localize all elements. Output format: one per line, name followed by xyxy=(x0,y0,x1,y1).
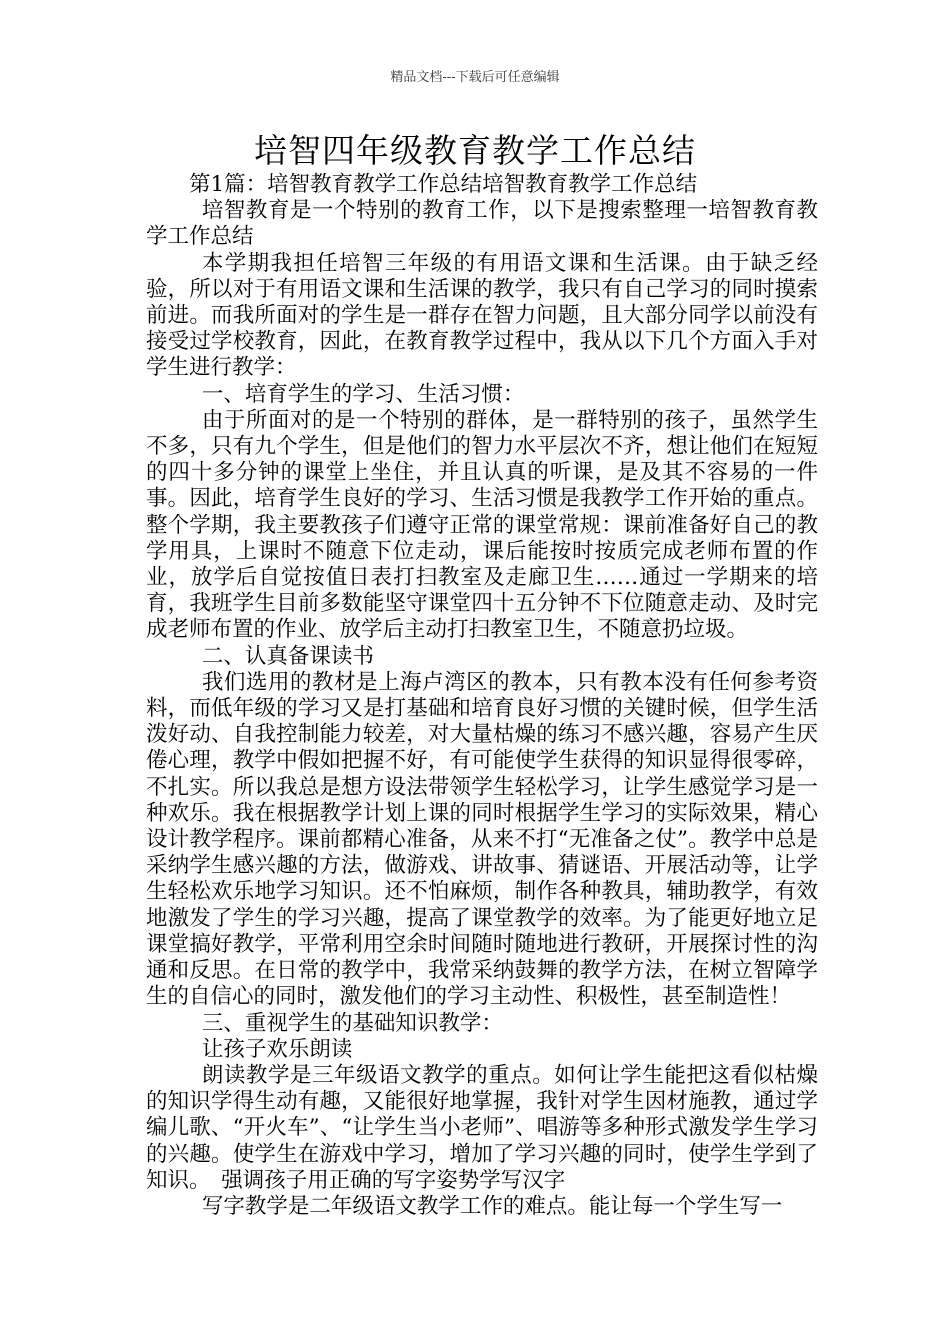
paragraph: 由于所面对的是一个特别的群体，是一群特别的孩子，虽然学生不多，只有九个学生，但是他们的智力水平层次不齐，想让他们在短短的四十多分钟的课堂上坐住，并且认真的听课，是及其不容易的一件事。因此，培育学生良好的学习、生活习惯是我教学工作开始的重点。整个学期，我主要教孩子们遵守正常的课堂常规：课前准备好自己的教学用具，上课时不随意下位走动，课后能按时按质完成老师布置的作业，放学后自觉按值日表打扫教室及走廊卫生……通过一学期来的培育，我班学生目前多数能坚守课堂四十五分钟不下位随意走动、及时完成老师布置的作业、放学后主动打扫教室卫生，不随意扔垃圾。 xyxy=(146,407,818,643)
document-title: 培智四年级教育教学工作总结 xyxy=(254,131,696,170)
paragraph: 本学期我担任培智三年级的有用语文课和生活课。由于缺乏经验，所以对于有用语文课和生活课的教学，我只有自己学习的同时摸索前进。而我所面对的学生是一群存在智力问题，且大部分同学以前没有接受过学校教育，因此，在教育教学过程中，我从以下几个方面入手对学生进行教学： xyxy=(146,250,818,381)
section-heading: 一、培育学生的学习、生活习惯： xyxy=(201,381,525,407)
subsection-heading: 让孩子欢乐朗读 xyxy=(201,1036,353,1062)
page-header: 精品文档---下载后可任意编辑 xyxy=(390,70,560,85)
section-heading: 三、重视学生的基础知识教学： xyxy=(201,1010,503,1036)
document-subtitle: 第1篇：培智教育教学工作总结培智教育教学工作总结 xyxy=(189,172,698,197)
paragraph: 朗读教学是三年级语文教学的重点。如何让学生能把这看似枯燥的知识学得生动有趣，又能很好地掌握，我针对学生因材施教，通过学编儿歌、“开火车”、“让学生当小老师”、唱游等多种形式激发学生学习的兴趣。使学生在游戏中学习，增加了学习兴趣的同时，使学生学到了知识。 强调孩子用正确的写字姿势学写汉字 xyxy=(146,1062,818,1193)
section-heading: 二、认真备课读书 xyxy=(201,643,374,669)
document-body xyxy=(146,172,818,1220)
paragraph: 培智教育是一个特别的教育工作，以下是搜索整理一培智教育教学工作总结 xyxy=(146,198,818,250)
paragraph: 写字教学是二年级语文教学工作的难点。能让每一个学生写一 xyxy=(201,1193,783,1219)
paragraph: 我们选用的教材是上海卢湾区的教本，只有教本没有任何参考资料，而低年级的学习又是打基础和培育良好习惯的关键时候，但学生活泼好动、自我控制能力较差，对大量枯燥的练习不感兴趣，容易产生厌倦心理，教学中假如把握不好，有可能使学生获得的知识显得很零碎，不扎实。所以我总是想方设法带领学生轻松学习，让学生感觉学习是一种欢乐。我在根据教学计划上课的同时根据学生学习的实际效果，精心设计教学程序。课前都精心准备，从来不打“无准备之仗”。教学中总是采纳学生感兴趣的方法，做游戏、讲故事、猜谜语、开展活动等，让学生轻松欢乐地学习知识。还不怕麻烦，制作各种教具，辅助教学，有效地激发了学生的学习兴趣，提高了课堂教学的效率。为了能更好地立足课堂搞好教学，平常利用空余时间随时随地进行教研，开展探讨性的沟通和反思。在日常的教学中，我常采纳鼓舞的教学方法，在树立智障学生的自信心的同时，激发他们的学习主动性、积极性，甚至制造性！ xyxy=(146,669,818,1010)
